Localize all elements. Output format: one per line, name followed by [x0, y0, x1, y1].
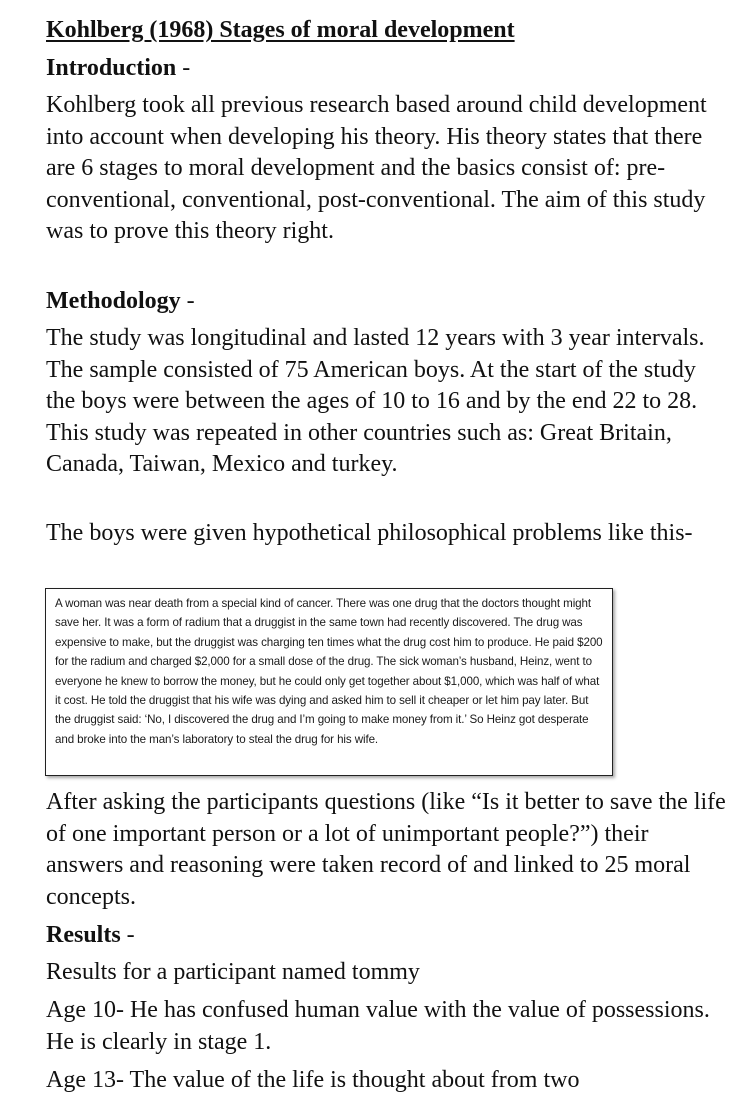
heinz-dilemma-text: A woman was near death from a special kind of cancer. There was one drug that the doctors thought might save her. It was a form of radium that a druggist in the same town had recently discovered. The drug was expensive to make, but the druggist was charging ten times what the drug cost him to produce. He paid $200 for the radium and charged $2,000 for a small dose of the drug. The sick woman’s husband, Heinz, went to everyone he knew to borrow the money, but he could only get together about $1,000, which was half of what it cost. He told the druggist that his wife was dying and asked him to sell it cheaper or let him pay later. But the druggist said: ‘No, I discovered the drug and I’m going to make money from it.’ So Heinz got desperate and broke into the man’s laboratory to steal the drug for his wife. [55, 597, 603, 746]
results-heading [46, 920, 135, 950]
introduction-heading-dash: - [176, 55, 191, 81]
results-age13-paragraph: Age 13- The value of the life is thought about from two [46, 1067, 580, 1093]
introduction-paragraph: Kohlberg took all previous research based around child development into account when developing his theory. His theory states that there are 6 stages to moral development and the basics consist of: pre-conventional, conventional, post-conventional. The aim of this study was to prove this theory right. [46, 92, 707, 244]
results-age10-paragraph: Age 10- He has confused human value with the value of possessions. He is clearly in stage 1. [46, 997, 710, 1055]
questions-paragraph: After asking the participants questions (like “Is it better to save the life of one important person or a lot of unimportant people?”) their answers and reasoning were taken record of and linked to 25 moral concepts. [46, 789, 726, 910]
introduction-heading [46, 53, 190, 83]
introduction-heading-label: Introduction [46, 55, 177, 81]
methodology-heading-dash: - [180, 288, 195, 314]
methodology-paragraph: The study was longitudinal and lasted 12 years with 3 year intervals. The sample consisted of 75 American boys. At the start of the study the boys were between the ages of 10 to 16 and by the end 22 to 28. This study was repeated in other countries such as: Great Britain, Canada, Taiwan, Mexico and turkey. [46, 325, 705, 477]
methodology-problems-paragraph: The boys were given hypothetical philosophical problems like this- [46, 520, 693, 546]
results-heading-label: Results [46, 922, 121, 948]
heinz-dilemma-box [45, 588, 613, 776]
methodology-heading [46, 286, 195, 316]
methodology-heading-label: Methodology [46, 288, 181, 314]
document-title: Kohlberg (1968) Stages of moral development [46, 17, 515, 43]
results-intro-paragraph: Results for a participant named tommy [46, 959, 420, 985]
results-heading-dash: - [120, 922, 135, 948]
